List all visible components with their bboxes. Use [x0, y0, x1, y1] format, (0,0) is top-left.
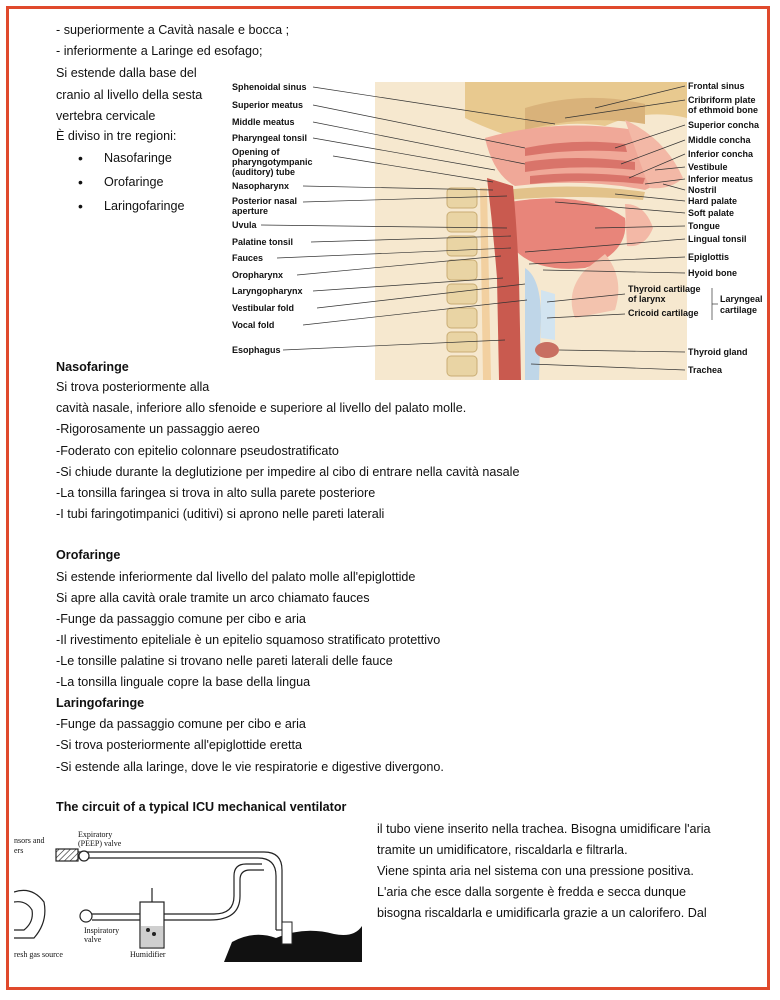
- ventilator-diagram: [14, 826, 362, 962]
- divided-text: È diviso in tre regioni:: [56, 129, 177, 143]
- pharynx-illustration: [225, 78, 760, 382]
- label-lingual-tonsil: Lingual tonsil: [688, 234, 747, 244]
- region-item: • Nasofaringe: [78, 146, 185, 170]
- region-item: • Orofaringe: [78, 170, 185, 194]
- intro-line-1: - superiormente a Cavità nasale e bocca ;: [56, 23, 290, 37]
- label-uvula: Uvula: [232, 220, 257, 230]
- label-of-ethmoid-bone: of ethmoid bone: [688, 105, 758, 115]
- laringofaringe-line: -Funge da passaggio comune per cibo e aria: [56, 717, 306, 731]
- label-pharyngotympanic: pharyngotympanic: [232, 157, 313, 167]
- nasofaringe-line: -La tonsilla faringea si trova in alto sulla parete posteriore: [56, 486, 376, 500]
- nasofaringe-line: -Si chiude durante la deglutizione per impedire al cibo di entrare nella cavità nasale: [56, 465, 520, 479]
- label-auditory-tube: (auditory) tube: [232, 167, 295, 177]
- label-sphenoidal-sinus: Sphenoidal sinus: [232, 82, 307, 92]
- label-esophagus: Esophagus: [232, 345, 281, 355]
- label-pharyngeal-tonsil: Pharyngeal tonsil: [232, 133, 308, 143]
- nasofaringe-line: -Foderato con epitelio colonnare pseudostratificato: [56, 444, 339, 458]
- vent-label-humidifier: Humidifier: [130, 950, 166, 959]
- nasofaringe-line: cavità nasale, inferiore allo sfenoide e superiore al livello del palato molle.: [56, 401, 467, 415]
- regions-list: [78, 146, 185, 218]
- vent-label-expiratory: Expiratory: [78, 830, 113, 839]
- label-middle-concha: Middle concha: [688, 135, 751, 145]
- label-opening-of: Opening of: [232, 147, 280, 157]
- nasofaringe-heading: Nasofaringe: [56, 360, 129, 374]
- label-laryngopharynx: Laryngopharynx: [232, 286, 303, 296]
- label-inferior-concha: Inferior concha: [688, 149, 754, 159]
- extent-line-3: vertebra cervicale: [56, 109, 156, 123]
- label-palatine-tonsil: Palatine tonsil: [232, 237, 294, 247]
- label-frontal-sinus: Frontal sinus: [688, 81, 745, 91]
- region-item: • Laringofaringe: [78, 194, 185, 218]
- label-soft-palate: Soft palate: [688, 208, 735, 218]
- label-aperture: aperture: [232, 206, 269, 216]
- vent-label-fresh-gas: resh gas source: [14, 950, 63, 959]
- ventilator-text-line: Viene spinta aria nel sistema con una pressione positiva.: [377, 864, 694, 878]
- laringofaringe-heading: Laringofaringe: [56, 696, 145, 710]
- label-nasopharynx: Nasopharynx: [232, 181, 290, 191]
- label-tongue: Tongue: [688, 221, 720, 231]
- label-epiglottis: Epiglottis: [688, 252, 729, 262]
- label-inferior-meatus: Inferior meatus: [688, 174, 754, 184]
- extent-line-1: Si estende dalla base del: [56, 66, 197, 80]
- nasofaringe-line: Si trova posteriormente alla: [56, 380, 210, 394]
- orofaringe-heading: Orofaringe: [56, 548, 121, 562]
- label-of-larynx: of larynx: [628, 294, 666, 304]
- label-vocal-fold: Vocal fold: [232, 320, 275, 330]
- label-middle-meatus: Middle meatus: [232, 117, 295, 127]
- label-thyroid-gland: Thyroid gland: [688, 347, 748, 357]
- pharynx-anatomy-figure: [225, 78, 763, 382]
- label-hard-palate: Hard palate: [688, 196, 738, 206]
- ventilator-text-line: L'aria che esce dalla sorgente è fredda e secca dunque: [377, 885, 687, 899]
- nasofaringe-line: -Rigorosamente un passaggio aereo: [56, 422, 260, 436]
- label-cricoid-cartilage: Cricoid cartilage: [628, 308, 699, 318]
- vent-label-sensors-2: ers: [14, 846, 24, 855]
- ventilator-circuit-figure: [14, 826, 362, 962]
- intro-line-2: - inferiormente a Laringe ed esofago;: [56, 44, 263, 58]
- laringofaringe-line: -Si trova posteriormente all'epiglottide eretta: [56, 738, 303, 752]
- vent-label-peep-valve: (PEEP) valve: [78, 839, 122, 848]
- label-cribriform-plate: Cribriform plate: [688, 95, 756, 105]
- ventilator-heading: The circuit of a typical ICU mechanical ventilator: [56, 800, 347, 814]
- label-nostril: Nostril: [688, 185, 717, 195]
- ventilator-text-line: il tubo viene inserito nella trachea. Bisogna umidificare l'aria: [377, 822, 711, 836]
- extent-line-2: cranio al livello della sesta: [56, 88, 203, 102]
- label-fauces: Fauces: [232, 253, 264, 263]
- orofaringe-line: -La tonsilla linguale copre la base della lingua: [56, 675, 311, 689]
- label-oropharynx: Oropharynx: [232, 270, 284, 280]
- laringofaringe-line: -Si estende alla laringe, dove le vie respiratorie e digestive divergono.: [56, 760, 444, 774]
- vent-label-valve: valve: [84, 935, 102, 944]
- orofaringe-line: Si apre alla cavità orale tramite un arco chiamato fauces: [56, 591, 370, 605]
- orofaringe-line: -Funge da passaggio comune per cibo e aria: [56, 612, 306, 626]
- vent-label-inspiratory: Inspiratory: [84, 926, 120, 935]
- orofaringe-line: -Il rivestimento epiteliale è un epitelio squamoso stratificato protettivo: [56, 633, 441, 647]
- label-superior-meatus: Superior meatus: [232, 100, 304, 110]
- label-thyroid-cartilage: Thyroid cartilage: [628, 284, 701, 294]
- label-hyoid-bone: Hyoid bone: [688, 268, 737, 278]
- orofaringe-line: -Le tonsille palatine si trovano nelle pareti laterali delle fauce: [56, 654, 393, 668]
- ventilator-text-line: tramite un umidificatore, riscaldarla e filtrarla.: [377, 843, 628, 857]
- nasofaringe-line: -I tubi faringotimpanici (uditivi) si aprono nelle pareti laterali: [56, 507, 385, 521]
- label-cartilage: cartilage: [720, 305, 758, 315]
- orofaringe-line: Si estende inferiormente dal livello del palato molle all'epiglottide: [56, 570, 416, 584]
- ventilator-text-line: bisogna riscaldarla e umidificarla grazie a un calorifero. Dal: [377, 906, 707, 920]
- label-superior-concha: Superior concha: [688, 120, 760, 130]
- label-trachea: Trachea: [688, 365, 723, 375]
- vent-label-sensors: nsors and: [14, 836, 45, 845]
- label-vestibular-fold: Vestibular fold: [232, 303, 295, 313]
- label-posterior-nasal: Posterior nasal: [232, 196, 298, 206]
- label-laryngeal: Laryngeal: [720, 294, 763, 304]
- label-vestibule: Vestibule: [688, 162, 728, 172]
